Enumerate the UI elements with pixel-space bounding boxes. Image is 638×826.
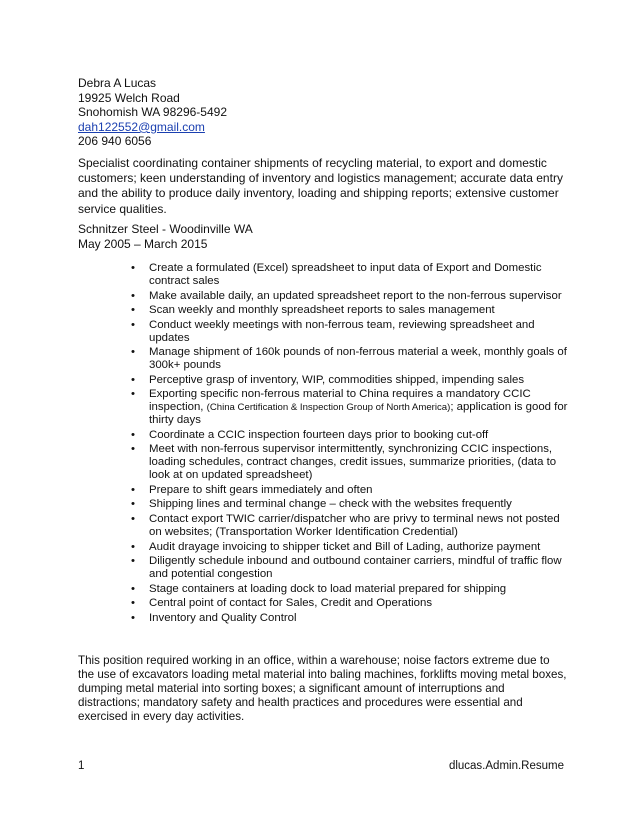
list-item: • Audit drayage invoicing to shipper ticket and Bill of Lading, authorize payment — [131, 541, 571, 554]
list-item: • Create a formulated (Excel) spreadsheet to input data of Export and Domestic contract sales — [131, 262, 571, 288]
contact-street: 19925 Welch Road — [78, 90, 180, 105]
contact-phone: 206 940 6056 — [78, 134, 152, 149]
list-item: • Make available daily, an updated spreadsheet report to the non-ferrous supervisor — [131, 290, 571, 303]
ccic-full-name: (China Certification & Inspection Group of North America) — [206, 402, 451, 414]
document-name: dlucas.Admin.Resume — [448, 760, 564, 772]
summary-paragraph: Specialist coordinating container shipments of recycling material, to export and domestic customers; keen understanding of inventory and logistics management; accurate data entry and the ability to produce daily inventory, loading and shipping reports; extensive customer service qualities. — [78, 156, 563, 216]
list-item: • Meet with non-ferrous supervisor intermittently, synchronizing CCIC inspections, loading schedules, contract changes, credit issues, summarize priorities, (data to look at on updated spreadsheet) — [131, 443, 571, 482]
list-item: • Contact export TWIC carrier/dispatcher who are privy to terminal news not posted on websites; (Transportation Worker Identification Credential) — [131, 513, 571, 539]
list-item: • Diligently schedule inbound and outbound container carriers, mindful of traffic flow and potential congestion — [131, 555, 571, 581]
list-item: • Scan weekly and monthly spreadsheet reports to sales management — [131, 304, 571, 317]
list-item: • Manage shipment of 160k pounds of non-ferrous material a week, monthly goals of 300k+ pounds — [131, 346, 571, 372]
job-dates: May 2005 – March 2015 — [78, 236, 208, 251]
list-item: • Prepare to shift gears immediately and often — [131, 484, 571, 497]
list-item: • Conduct weekly meetings with non-ferrous team, reviewing spreadsheet and updates — [131, 319, 571, 345]
closing-paragraph: This position required working in an office, within a warehouse; noise factors extreme due to the use of excavators loading metal material into baling machines, forklifts moving metal boxes, dumping metal material into sorting boxes; a significant amount of interruptions and distractions; mandatory safety and health practices and procedures were essential and exercised in every day activities. — [78, 654, 567, 724]
job-employer: Schnitzer Steel - Woodinville WA — [78, 222, 253, 236]
list-item: • Stage containers at loading dock to load material prepared for shipping — [131, 583, 571, 596]
duty-text: ; application is good for thirty days — [149, 401, 568, 427]
job-header — [78, 222, 253, 251]
contact-city: Snohomish WA 98296-5492 — [78, 105, 227, 120]
list-item: • Central point of contact for Sales, Credit and Operations — [131, 597, 571, 610]
list-item: • Perceptive grasp of inventory, WIP, commodities shipped, impending sales — [131, 374, 571, 387]
contact-block — [78, 76, 227, 149]
list-item: • Inventory and Quality Control — [131, 612, 571, 625]
page-number: 1 — [78, 760, 85, 772]
contact-name: Debra A Lucas — [78, 76, 157, 90]
list-item: • Coordinate a CCIC inspection fourteen days prior to booking cut-off — [131, 429, 571, 442]
duties-list — [131, 262, 571, 626]
list-item: • Shipping lines and terminal change – check with the websites frequently — [131, 498, 571, 511]
duty-text: Exporting specific non-ferrous material to China requires a mandatory CCIC inspection, — [149, 388, 531, 414]
email-link[interactable]: dah122552@gmail.com — [78, 119, 205, 134]
list-item — [131, 388, 571, 427]
